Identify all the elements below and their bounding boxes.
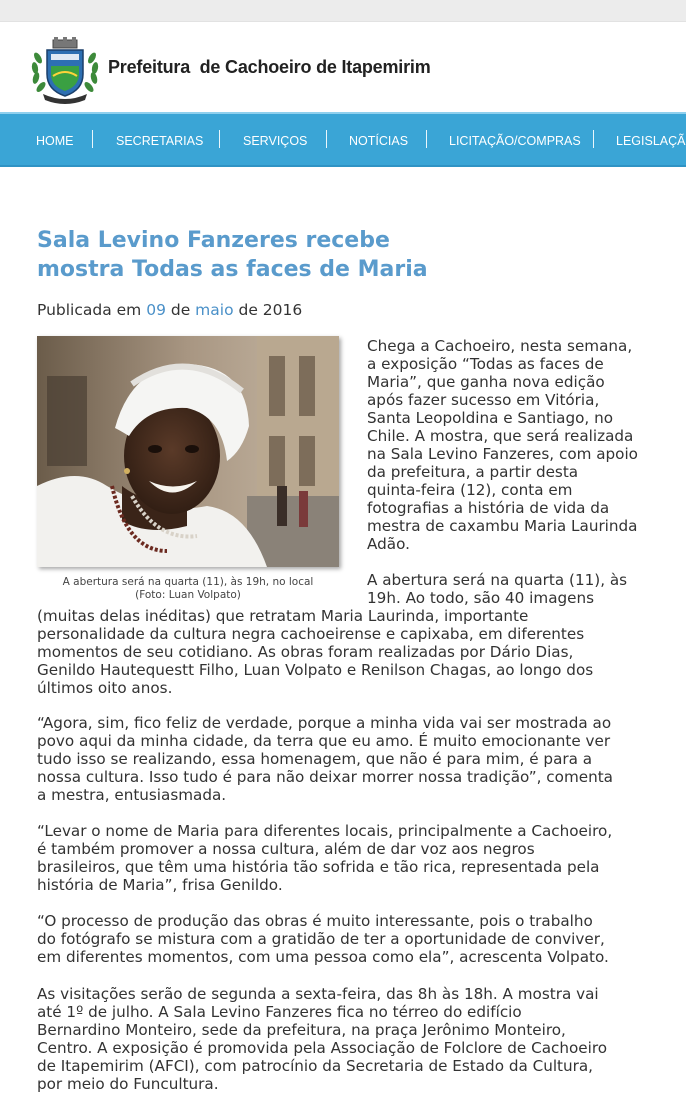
photo-caption — [37, 576, 339, 602]
text-line: “Agora, sim, fico feliz de verdade, porque a minha vida vai ser mostrada ao — [37, 714, 612, 732]
text-line: a exposição “Todas as faces de — [367, 355, 604, 373]
text-line: Adão. — [367, 535, 410, 553]
nav-separator — [593, 130, 594, 148]
caption-credit: (Foto: Luan Volpato) — [135, 589, 241, 601]
paragraph-quote-genildo — [37, 822, 665, 894]
site-title[interactable]: Prefeitura de Cachoeiro de Itapemirim — [108, 57, 431, 77]
text-line: por meio do Funcultura. — [37, 1075, 219, 1093]
nav-noticias[interactable]: NOTÍCIAS — [349, 134, 409, 148]
text-line: personalidade da cultura negra cachoeirense e capixaba, em diferentes — [37, 625, 585, 643]
date-year: 2016 — [262, 301, 303, 319]
caption-line: A abertura será na quarta (11), às 19h, no local — [62, 576, 314, 588]
text-line: Chega a Cachoeiro, nesta semana, — [367, 337, 633, 355]
paragraph-opening — [37, 607, 665, 697]
date-separator: de — [233, 301, 263, 319]
date-separator: de — [165, 301, 196, 319]
text-line: até 1º de julho. A Sala Levino Fanzeres fica no térreo do edifício — [37, 1003, 522, 1021]
text-line: Santa Leopoldina e Santiago, no — [367, 409, 613, 427]
paragraph-visitation-info — [37, 985, 665, 1093]
text-line: brasileiros, que têm uma história tão sofrida e tão rica, representada pela — [37, 858, 600, 876]
text-line: Centro. A exposição é promovida pela Associação de Folclore de Cachoeiro — [37, 1039, 608, 1057]
article-title — [37, 226, 657, 284]
site-header — [0, 22, 686, 112]
date-day: 09 — [146, 301, 166, 319]
paragraph-intro — [367, 337, 663, 553]
paragraph-quote-maria — [37, 714, 665, 804]
text-line: 19h. Ao todo, são 40 imagens — [367, 589, 595, 607]
nav-separator — [426, 130, 427, 148]
text-line: em diferentes momentos, com uma pessoa como ela”, acrescenta Volpato. — [37, 948, 609, 966]
paragraph-opening-right — [367, 571, 663, 607]
text-line: Bernardino Monteiro, sede da prefeitura, na praça Jerônimo Monteiro, — [37, 1021, 566, 1039]
text-line: da prefeitura, a partir desta — [367, 463, 579, 481]
text-line: história de Maria”, frisa Genildo. — [37, 876, 283, 894]
date-month: maio — [195, 301, 234, 319]
nav-separator — [92, 130, 93, 148]
nav-secretarias[interactable]: SECRETARIAS — [116, 134, 204, 148]
article-photo — [37, 336, 339, 567]
nav-separator — [326, 130, 327, 148]
text-line: mestra de caxambu Maria Laurinda — [367, 517, 638, 535]
text-line: “O processo de produção das obras é muito interessante, pois o trabalho — [37, 912, 593, 930]
text-line: momentos de seu cotidiano. As obras foram realizadas por Dário Dias, — [37, 643, 574, 661]
text-line: “Levar o nome de Maria para diferentes locais, principalmente a Cachoeiro, — [37, 822, 613, 840]
text-line: A abertura será na quarta (11), às — [367, 571, 628, 589]
text-line: nossa cultura. Isso tudo é para não deixar morrer nossa tradição”, comenta — [37, 768, 613, 786]
text-line: últimos oito anos. — [37, 679, 173, 697]
date-prefix: Publicada em — [37, 301, 147, 319]
text-line: povo aqui da minha cidade, da terra que eu amo. É muito emocionante ver — [37, 732, 611, 750]
article-title-line-1: Sala Levino Fanzeres recebe — [37, 228, 390, 253]
text-line: após fazer sucesso em Vitória, — [367, 391, 600, 409]
publication-date — [37, 301, 302, 319]
text-line: Genildo Hautequestt Filho, Luan Volpato e Renilson Chagas, ao longo dos — [37, 661, 594, 679]
text-line: Chile. A mostra, que será realizada — [367, 427, 634, 445]
text-line: Maria”, que ganha nova edição — [367, 373, 605, 391]
text-line: de Itapemirim (AFCI), com patrocínio da Secretaria de Estado da Cultura, — [37, 1057, 594, 1075]
nav-separator — [219, 130, 220, 148]
browser-top-strip — [0, 0, 686, 22]
text-line: na Sala Levino Fanzeres, com apoio — [367, 445, 638, 463]
text-line: (muitas delas inéditas) que retratam Maria Laurinda, importante — [37, 607, 529, 625]
text-line: a mestra, entusiasmada. — [37, 786, 227, 804]
nav-home[interactable]: HOME — [36, 134, 74, 148]
text-line: do fotógrafo se mistura com a gratidão de ter a oportunidade de conviver, — [37, 930, 605, 948]
coat-of-arms-icon[interactable] — [29, 36, 101, 104]
text-line: fotografias a história de vida da — [367, 499, 610, 517]
nav-legislacao[interactable]: LEGISLAÇÃO — [616, 134, 695, 148]
article-title-line-2: mostra Todas as faces de Maria — [37, 257, 428, 282]
text-line: tudo isso se realizando, essa homenagem, que não é para mim, é para a — [37, 750, 593, 768]
paragraph-quote-volpato — [37, 912, 665, 966]
text-line: é também promover a nossa cultura, além de dar voz aos negros — [37, 840, 535, 858]
nav-servicos[interactable]: SERVIÇOS — [243, 134, 308, 148]
text-line: quinta-feira (12), conta em — [367, 481, 573, 499]
nav-licitacao-compras[interactable]: LICITAÇÃO/COMPRAS — [449, 134, 581, 148]
main-navigation — [0, 112, 695, 167]
text-line: As visitações serão de segunda a sexta-feira, das 8h às 18h. A mostra vai — [37, 985, 599, 1003]
